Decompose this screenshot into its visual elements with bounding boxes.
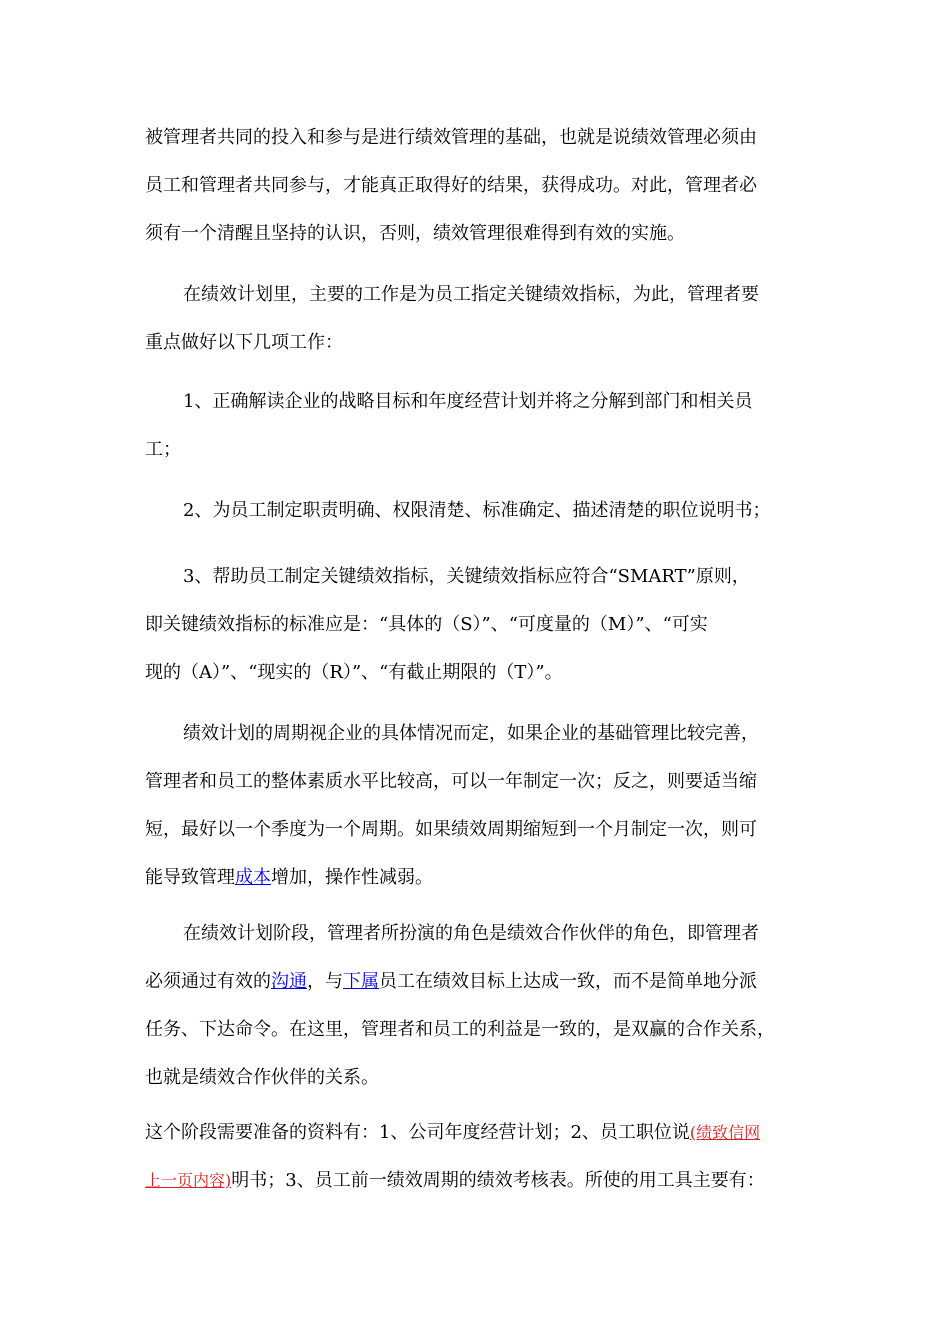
paragraph-4-line-2-text-after: 员工在绩效目标上达成一致，而不是简单地分派 (379, 971, 757, 992)
paragraph-1-line-2: 员工和管理者共同参与，才能真正取得好的结果，获得成功。对此，管理者必 (145, 175, 757, 196)
previous-page-link-part-2[interactable]: 上一页内容) (145, 1171, 232, 1190)
paragraph-2-line-2: 重点做好以下几项工作： (145, 332, 343, 353)
list-item-3-line-1: 3、帮助员工制定关键绩效指标，关键绩效指标应符合“SMART”原则， (183, 566, 750, 587)
paragraph-4-line-2-text-middle: ，与 (307, 971, 343, 992)
paragraph-3-line-2: 管理者和员工的整体素质水平比较高，可以一年制定一次；反之，则要适当缩 (145, 771, 757, 792)
paragraph-3-line-4-text-after: 增加，操作性减弱。 (271, 867, 433, 888)
paragraph-4-line-3: 任务、下达命令。在这里，管理者和员工的利益是一致的，是双赢的合作关系， (145, 1019, 775, 1040)
paragraph-4-line-1: 在绩效计划阶段，管理者所扮演的角色是绩效合作伙伴的角色，即管理者 (183, 923, 759, 944)
paragraph-5-line-1 (145, 1109, 810, 1157)
paragraph-4-line-4: 也就是绩效合作伙伴的关系。 (145, 1067, 379, 1088)
list-item-3-line-3: 现的（A）”、“现实的（R）”、“有截止期限的（T）”。 (145, 662, 563, 683)
list-item-1 (145, 378, 810, 474)
paragraph-5 (145, 1109, 810, 1205)
subordinate-link[interactable]: 下属 (343, 971, 379, 992)
paragraph-2 (145, 271, 810, 367)
paragraph-3 (145, 710, 810, 902)
list-item-3-line-2: 即关键绩效指标的标准应是：“具体的（S）”、“可度量的（M）”、“可实 (145, 614, 708, 635)
list-item-1-line-1: 1、正确解读企业的战略目标和年度经营计划并将之分解到部门和相关员 (183, 391, 753, 412)
paragraph-3-line-4-text-before: 能导致管理 (145, 867, 235, 888)
paragraph-1-line-1: 被管理者共同的投入和参与是进行绩效管理的基础，也就是说绩效管理必须由 (145, 127, 757, 148)
previous-page-link-part-1[interactable]: (绩致信网 (689, 1123, 761, 1142)
paragraph-4 (145, 910, 810, 1102)
paragraph-1-line-3: 须有一个清醒且坚持的认识，否则，绩效管理很难得到有效的实施。 (145, 223, 685, 244)
list-item-3 (145, 553, 810, 697)
paragraph-1 (145, 114, 810, 258)
cost-link[interactable]: 成本 (235, 867, 271, 888)
list-item-2 (145, 487, 810, 535)
paragraph-4-line-2-text-before: 必须通过有效的 (145, 971, 271, 992)
list-item-1-line-2: 工； (145, 439, 181, 460)
paragraph-3-line-1: 绩效计划的周期视企业的具体情况而定，如果企业的基础管理比较完善， (183, 723, 759, 744)
paragraph-2-line-1: 在绩效计划里，主要的工作是为员工指定关键绩效指标，为此，管理者要 (183, 284, 759, 305)
paragraph-3-line-4 (145, 854, 810, 902)
paragraph-5-line-2-text: 明书；3、员工前一绩效周期的绩效考核表。所使的用工具主要有： (231, 1170, 765, 1191)
paragraph-4-line-2 (145, 958, 810, 1006)
paragraph-5-line-1-text: 这个阶段需要准备的资料有：1、公司年度经营计划；2、员工职位说 (145, 1122, 690, 1143)
paragraph-3-line-3: 短，最好以一个季度为一个周期。如果绩效周期缩短到一个月制定一次，则可 (145, 819, 757, 840)
list-item-2-line-1: 2、为员工制定职责明确、权限清楚、标准确定、描述清楚的职位说明书； (183, 500, 771, 521)
paragraph-5-line-2 (145, 1157, 810, 1205)
communication-link[interactable]: 沟通 (271, 971, 307, 992)
